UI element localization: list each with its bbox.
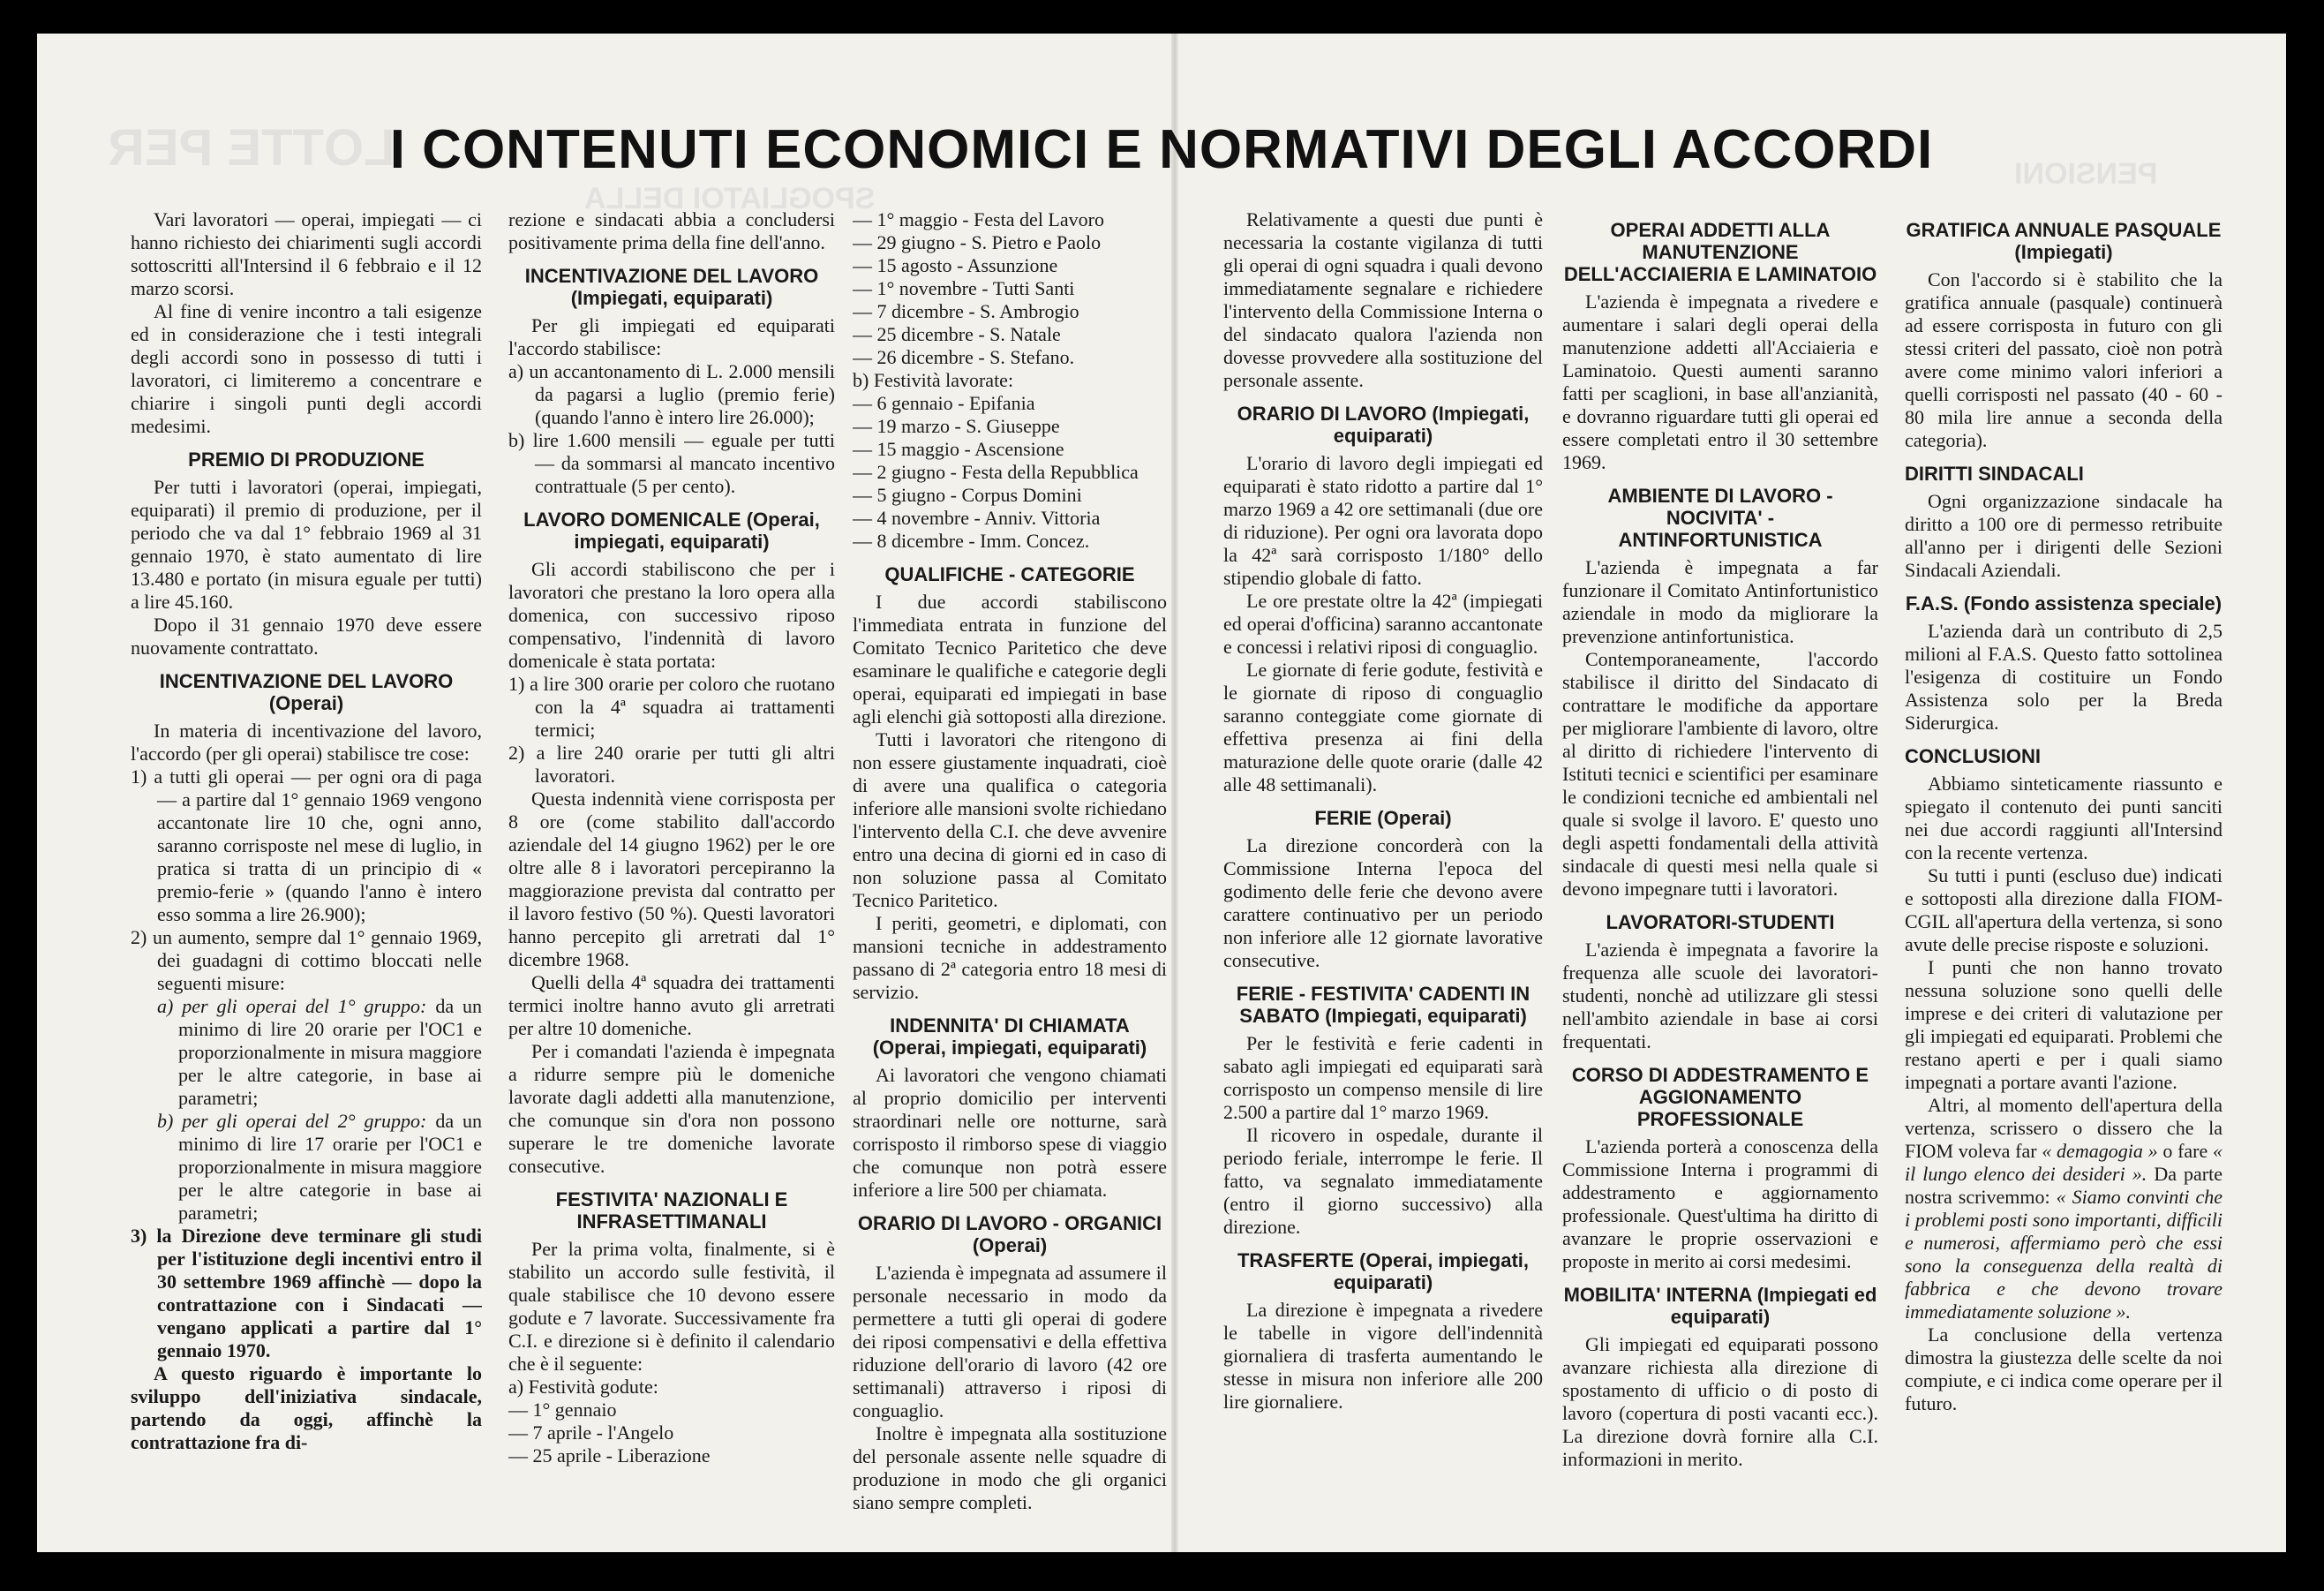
diritti-paragraph: Ogni organizzazione sindacale ha diritto a 100 ore di permesso retribuite all'anno per i dirigenti delle Sezioni Sindacali Aziendali. bbox=[1905, 490, 2222, 581]
premio-paragraph-1: Per tutti i lavoratori (operai, impiegati, equiparati) il premio di produzione, per il periodo che va dal 1° febbraio 1969 al 31 gennaio 1970, è stato aumentato di lire 13.480 e portato (in misura eguale per tutti) a lire 45.160. bbox=[131, 476, 482, 613]
conclusioni-paragraph-5: La conclusione della vertenza dimostra la giustezza delle scelte da noi compiute, e ci indica come operare per il futuro. bbox=[1905, 1323, 2222, 1414]
festivita-lavorate-label: b) Festività lavorate: bbox=[853, 369, 1014, 391]
heading-premio-produzione: PREMIO DI PRODUZIONE bbox=[188, 449, 425, 471]
manutenzione-paragraph: L'azienda è impegnata a rivedere e aumentare i salari degli operai della manutenzione addetti all'Acciaieria e Laminatoio. Questi aumenti saranno fatti per scaglioni, in base all'anzianità, e dovranno riguardare tutti gli operai ed essere completati entro il 30 settembre 1969. bbox=[1562, 290, 1878, 473]
premio-paragraph-2: Dopo il 31 gennaio 1970 deve essere nuovamente contrattato. bbox=[131, 614, 482, 659]
mobilita-paragraph: Gli impiegati ed equiparati possono avanzare richiesta alla direzione di spostamento di ufficio o di posto di lavoro (copertura di posti vacanti ecc.). La direzione dovrà fornire alla C.I. informazioni in merito. bbox=[1562, 1333, 1878, 1470]
festivita-item: — 1° novembre - Tutti Santi bbox=[853, 277, 1075, 299]
heading-indennita-chiamata: INDENNITA' DI CHIAMATA (Operai, impiegati, equiparati) bbox=[872, 1014, 1147, 1059]
heading-lavoratori-studenti: LAVORATORI-STUDENTI bbox=[1606, 911, 1835, 933]
list-item: b) lire 1.600 mensili — eguale per tutti — da sommarsi al mancato incentivo contrattuale (5 per cento). bbox=[508, 429, 835, 497]
subitem-text: da un minimo di lire 20 orarie per l'OC1 e proporzionalmente in misura maggiore per le altre categorie, in base ai parametri; bbox=[178, 995, 482, 1109]
organici-paragraph-1: L'azienda è impegnata ad assumere il personale necessario in modo da permettere a tutti gli operai di godere dei riposi compensativi e della effettiva riduzione dell'orario di lavoro (42 ore settimanali) attraverso i riposi di conguaglio. bbox=[853, 1262, 1167, 1421]
heading-trasferte: TRASFERTE (Operai, impiegati, equiparati) bbox=[1237, 1249, 1530, 1293]
heading-diritti-sindacali: DIRITTI SINDACALI bbox=[1905, 463, 2084, 485]
column-2 bbox=[508, 208, 835, 1533]
festivita-item: — 4 novembre - Anniv. Vittoria bbox=[853, 507, 1101, 529]
list-item: 3) la Direzione deve terminare gli studi per l'istituzione degli incentivi entro il 30 settembre 1969 affinchè — dopo la contrattazione con i Sindacati — vengano applicati a partire dal 1° gennaio 1970. bbox=[131, 1225, 482, 1361]
ambiente-paragraph-1: L'azienda è impegnata a far funzionare il Comitato Antinfortunistico aziendale in modo da migliorare la prevenzione antinfortunistica. bbox=[1562, 556, 1878, 647]
continued-paragraph: rezione e sindacati abbia a concludersi positivamente prima della fine dell'anno. bbox=[508, 208, 835, 253]
festivita-item: — 29 giugno - S. Pietro e Paolo bbox=[853, 231, 1102, 253]
list-item: 2) un aumento, sempre dal 1° gennaio 1969, dei guadagni di cottimo bloccati nelle seguenti misure: bbox=[131, 926, 482, 994]
quote-elenco-desideri: « il lungo elenco dei desideri ». bbox=[1905, 1140, 2222, 1185]
column-4 bbox=[1223, 208, 1543, 1533]
festivita-item: — 1° gennaio bbox=[508, 1399, 617, 1421]
festivita-item: — 25 dicembre - S. Natale bbox=[853, 323, 1061, 345]
list-subitem bbox=[131, 1110, 482, 1225]
conclusioni-paragraph-2: Su tutti i punti (escluso due) indicati e sottoposti alla direzione dalla FIOM-CGIL all'apertura della vertenza, si sono avute delle precise risposte e soluzioni. bbox=[1905, 864, 2222, 955]
column-3 bbox=[853, 208, 1167, 1533]
organici-paragraph-2: Inoltre è impegnata alla sostituzione del personale assente nelle squadre di produzione in modo che gli organici siano sempre completi. bbox=[853, 1422, 1167, 1513]
domenicale-paragraph-1: Gli accordi stabiliscono che per i lavoratori che prestano la loro opera alla domenica, con successivo riposo compensativo, l'indennità di lavoro domenicale è stata portata: bbox=[508, 558, 835, 672]
subitem-label: a) per gli operai del 1° gruppo: bbox=[157, 995, 427, 1017]
column-1 bbox=[131, 208, 482, 1533]
domenicale-paragraph-2: Questa indennità viene corrisposta per 8 ore (come stabilito dall'accordo aziendale del 14 giugno 1962) per le ore oltre alle 8 i lavoratori percepiranno la maggiorazione prevista dal contratto per il lavoro festivo (50 %). Questi lavoratori hanno percepito gli arretrati dal 1° dicembre 1968. bbox=[508, 788, 835, 970]
heading-gratifica: GRATIFICA ANNUALE PASQUALE (Impiegati) bbox=[1906, 219, 2222, 263]
chiamata-paragraph: Ai lavoratori che vengono chiamati al proprio domicilio per interventi straordinari nelle ore notturne, sarà corrisposto il rimborso spese di viaggio che comunque non potrà essere inferiore a lire 500 per chiamata. bbox=[853, 1064, 1167, 1201]
qualifiche-paragraph-1: I due accordi stabiliscono l'immediata entrata in funzione del Comitato Tecnico Paritetico che deve esaminare le qualifiche e categorie degli operai, equiparati ed impiegati in base agli elenchi già sottoposti alla direzione. bbox=[853, 591, 1167, 728]
gratifica-paragraph: Con l'accordo si è stabilito che la gratifica annuale (pasquale) continuerà ad essere corrisposta in futuro con gli stessi criteri del passato, cioè non potrà avere come minimo valori inferiori a quelli corrisposti nel passato (40 - 60 - 80 mila lire annue a seconda della categoria). bbox=[1905, 268, 2222, 451]
column-5 bbox=[1562, 208, 1878, 1533]
sabato-paragraph-2: Il ricovero in ospedale, durante il periodo feriale, interrompe le ferie. Il fatto, va segnalato immediatamente (entro il giorno successivo) alla direzione. bbox=[1223, 1124, 1543, 1238]
text-run: Da parte nostra scrivemmo: bbox=[1905, 1163, 2222, 1208]
heading-ferie-operai: FERIE (Operai) bbox=[1314, 807, 1452, 829]
orario-impiegati-paragraph-3: Le giornate di ferie godute, festività e le giornate di riposo di conguaglio saranno conteggiate come giornate di effettiva presenza ai fini della maturazione delle quote orarie (dalle 42 alle 48 settimanali). bbox=[1223, 659, 1543, 796]
festivita-item: — 26 dicembre - S. Stefano. bbox=[853, 346, 1075, 368]
page-headline: I CONTENUTI ECONOMICI E NORMATIVI DEGLI ACCORDI bbox=[389, 119, 1934, 180]
trasferte-paragraph: La direzione è impegnata a rivedere le tabelle in vigore dell'indennità giornaliera di trasferta aumentando le stesse in misura non inferiore alle 200 lire giornaliere. bbox=[1223, 1299, 1543, 1413]
festivita-item: — 15 maggio - Ascensione bbox=[853, 438, 1064, 460]
heading-festivita-nazionali: FESTIVITA' NAZIONALI E INFRASETTIMANALI bbox=[555, 1188, 788, 1233]
festivita-item: — 8 dicembre - Imm. Concez. bbox=[853, 530, 1090, 552]
festivita-item: — 15 agosto - Assunzione bbox=[853, 254, 1058, 276]
text-run: Altri, al momento dell'apertura della vertenza, scrissero o dissero che la FIOM voleva far bbox=[1905, 1094, 2222, 1162]
festivita-item: — 7 dicembre - S. Ambrogio bbox=[853, 300, 1079, 322]
quote-siamo-convinti: « Siamo convinti che i problemi posti sono importanti, difficili e numerosi, affermiamo però che essi sono la conseguenza della realtà di fabbrica e che devono trovare immediatamente soluzione ». bbox=[1905, 1186, 2222, 1323]
heading-mobilita-interna: MOBILITA' INTERNA (Impiegati ed equiparati) bbox=[1563, 1284, 1877, 1328]
heading-incentivazione-impiegati: INCENTIVAZIONE DEL LAVORO (Impiegati, equiparati) bbox=[524, 265, 819, 309]
ferie-paragraph: La direzione concorderà con la Commissione Interna l'epoca del godimento delle ferie che devono avere carattere continuativo per un periodo non inferiore alle 12 giornate lavorative consecutive. bbox=[1223, 834, 1543, 971]
newspaper-spread bbox=[37, 34, 2286, 1552]
orario-impiegati-paragraph-1: L'orario di lavoro degli impiegati ed equiparati è stato ridotto a partire dal 1° marzo 1969 a 42 ore settimanali (due ore di riduzione). Per ogni ora lavorata dopo la 42ª sarà corrisposto 1/180° dello stipendio globale di fatto. bbox=[1223, 452, 1543, 589]
festivita-item: — 7 aprile - l'Angelo bbox=[508, 1421, 674, 1444]
festivita-item: — 25 aprile - Liberazione bbox=[508, 1444, 711, 1467]
qualifiche-paragraph-3: I periti, geometri, e diplomati, con mansioni tecniche in addestramento passano di 2ª categoria entro 18 mesi di servizio. bbox=[853, 912, 1167, 1003]
corso-paragraph: L'azienda porterà a conoscenza della Commissione Interna i programmi di addestramento e aggiornamento professionale. Quest'ultima ha diritto di avanzare le proprie osservazioni e proposte in merito ai corsi medesimi. bbox=[1562, 1135, 1878, 1272]
subitem-text: da un minimo di lire 17 orarie per l'OC1 e proporzionalmente in misura maggiore per le altre categorie in base ai parametri; bbox=[178, 1110, 482, 1224]
heading-incentivazione-operai: INCENTIVAZIONE DEL LAVORO (Operai) bbox=[159, 670, 454, 714]
conclusioni-paragraph-3: I punti che non hanno trovato nessuna soluzione sono quelli delle imprese e dei criteri di valutazione per gli impiegati ed equiparati. Problemi che restano aperti e per i quali siamo impegnati a portare avanti l'azione. bbox=[1905, 956, 2222, 1093]
heading-lavoro-domenicale: LAVORO DOMENICALE (Operai, impiegati, equiparati) bbox=[523, 509, 820, 553]
sabato-paragraph-1: Per le festività e ferie cadenti in sabato agli impiegati ed equiparati sarà corrisposto un compenso mensile di lire 2.500 a partire dal 1° marzo 1969. bbox=[1223, 1032, 1543, 1123]
conclusioni-paragraph-1: Abbiamo sinteticamente riassunto e spiegato il contenuto dei punti sanciti nei due accordi raggiunti all'Intersind con la recente vertenza. bbox=[1905, 773, 2222, 863]
incentivazione-impiegati-intro: Per gli impiegati ed equiparati l'accordo stabilisce: bbox=[508, 314, 835, 359]
list-item: a) un accantonamento di L. 2.000 mensili da pagarsi a luglio (premio ferie) (quando l'anno è intero lire 26.000); bbox=[508, 360, 835, 428]
orario-impiegati-paragraph-2: Le ore prestate oltre la 42ª (impiegati ed operai d'officina) saranno accantonate e concessi i relativi riposi di conguaglio. bbox=[1223, 590, 1543, 658]
list-item: 2) a lire 240 orarie per tutti gli altri lavoratori. bbox=[508, 742, 835, 787]
intro-paragraph-2: Al fine di venire incontro a tali esigenze ed in considerazione che i testi integrali degli accordi sono in possesso di tutti i lavoratori, ci limiteremo a concentrare e chiarire i singoli punti degli accordi medesimi. bbox=[131, 300, 482, 437]
quote-demagogia: « demagogia » bbox=[2042, 1140, 2158, 1162]
list-subitem bbox=[131, 995, 482, 1110]
heading-manutenzione: OPERAI ADDETTI ALLA MANUTENZIONE DELL'ACCIAIERIA E LAMINATOIO bbox=[1563, 219, 1877, 285]
list-item: 1) a tutti gli operai — per ogni ora di paga — a partire dal 1° gennaio 1969 vengono accantonate lire 10 che, ogni anno, saranno corrisposte nel mese di luglio, in pratica si tratta di un principio di « premio-ferie » (quando l'anno è intero esso somma a lire 26.900); bbox=[131, 765, 482, 925]
heading-conclusioni: CONCLUSIONI bbox=[1905, 745, 2041, 767]
festivita-item: — 19 marzo - S. Giuseppe bbox=[853, 415, 1060, 437]
festivita-item: — 5 giugno - Corpus Domini bbox=[853, 484, 1082, 506]
relativamente-paragraph: Relativamente a questi due punti è necessaria la costante vigilanza di tutti gli operai di ogni squadra i quali devono immediatamente segnalare e richiedere l'intervento della Commissione Interna o del sindacato qualora l'azienda non dovesse provvedere alla sostituzione del personale assente. bbox=[1223, 208, 1543, 391]
subitem-label: b) per gli operai del 2° gruppo: bbox=[157, 1110, 427, 1132]
studenti-paragraph: L'azienda è impegnata a favorire la frequenza alle scuole dei lavoratori-studenti, nonchè ad utilizzare gli stessi nell'ambito aziendale in base ai corsi frequentati. bbox=[1562, 939, 1878, 1052]
heading-corso-addestramento: CORSO DI ADDESTRAMENTO E AGGIONAMENTO PROFESSIONALE bbox=[1571, 1064, 1869, 1130]
heading-orario-impiegati: ORARIO DI LAVORO (Impiegati, equiparati) bbox=[1237, 403, 1530, 447]
column-1-closing-paragraph: A questo riguardo è importante lo sviluppo dell'iniziativa sindacale, partendo da oggi, affinchè la contrattazione fra di- bbox=[131, 1362, 482, 1453]
column-6 bbox=[1905, 208, 2222, 1533]
heading-qualifiche: QUALIFICHE - CATEGORIE bbox=[884, 563, 1135, 585]
bleed-through-text-left: LOTTE PER bbox=[108, 119, 395, 177]
list-item: 1) a lire 300 orarie per coloro che ruotano con la 4ª squadra ai trattamenti termici; bbox=[508, 673, 835, 741]
text-run: o fare bbox=[2162, 1140, 2208, 1162]
ambiente-paragraph-2: Contemporaneamente, l'accordo stabilisce il diritto del Sindacato di contrattare le modifiche da apportare per migliorare l'ambiente di lavoro, oltre al diritto di richiedere l'intervento di Istituti tecnici e scientifici per esaminare le condizioni tecniche ed ambientali nel quale si svolge il lavoro. E' questo uno degli aspetti fondamentali della attività sindacale di questi mesi nella quale si devono impegnare tutti i lavoratori. bbox=[1562, 648, 1878, 900]
qualifiche-paragraph-2: Tutti i lavoratori che ritengono di non essere giustamente inquadrati, cioè di avere una qualifica o categoria inferiore alle mansioni svolte richiedano l'intervento della C.I. che deve avvenire entro una decina di giorni ed in caso di non soluzione passa al Comitato Tecnico Paritetico. bbox=[853, 728, 1167, 911]
bleed-through-text-right: PENSIONI bbox=[2014, 157, 2158, 191]
page-fold bbox=[1171, 34, 1178, 1552]
heading-fas: F.A.S. (Fondo assistenza speciale) bbox=[1905, 592, 2222, 615]
intro-paragraph-1: Vari lavoratori — operai, impiegati — ci hanno richiesto dei chiarimenti sugli accordi sottoscritti all'Intersind il 6 febbraio e il 12 marzo scorsi. bbox=[131, 208, 482, 299]
bleed-through-text-mid: SPOGLIATOI DELLA bbox=[584, 182, 876, 215]
festivita-item: — 1° maggio - Festa del Lavoro bbox=[853, 208, 1104, 230]
festivita-godute-label: a) Festività godute: bbox=[508, 1376, 658, 1398]
conclusioni-paragraph-4 bbox=[1905, 1094, 2222, 1323]
fas-paragraph: L'azienda darà un contributo di 2,5 milioni al F.A.S. Questo fatto sottolinea l'esigenza di costituire un Fondo Assistenza solo per la Breda Siderurgica. bbox=[1905, 620, 2222, 734]
festivita-paragraph: Per la prima volta, finalmente, si è stabilito un accordo sulle festività, il quale stabilisce che 10 devono essere godute e 7 lavorate. Successivamente fra C.I. e direzione si è definito il calendario che è il seguente: bbox=[508, 1238, 835, 1375]
domenicale-paragraph-3: Quelli della 4ª squadra dei trattamenti termici inoltre hanno avuto gli arretrati per altre 10 domeniche. bbox=[508, 971, 835, 1039]
heading-ferie-sabato: FERIE - FESTIVITA' CADENTI IN SABATO (Impiegati, equiparati) bbox=[1236, 983, 1531, 1027]
incentivazione-intro: In materia di incentivazione del lavoro, l'accordo (per gli operai) stabilisce tre cose: bbox=[131, 720, 482, 765]
heading-ambiente-lavoro: AMBIENTE DI LAVORO - NOCIVITA' - ANTINFORTUNISTICA bbox=[1607, 485, 1833, 551]
heading-orario-organici: ORARIO DI LAVORO - ORGANICI (Operai) bbox=[857, 1212, 1162, 1256]
festivita-item: — 6 gennaio - Epifania bbox=[853, 392, 1035, 414]
domenicale-paragraph-4: Per i comandati l'azienda è impegnata a ridurre sempre più le domeniche lavorate dagli addetti alla manutenzione, che comunque sin d'ora non possono superare le tre domeniche lavorate consecutive. bbox=[508, 1040, 835, 1177]
festivita-item: — 2 giugno - Festa della Repubblica bbox=[853, 461, 1139, 483]
